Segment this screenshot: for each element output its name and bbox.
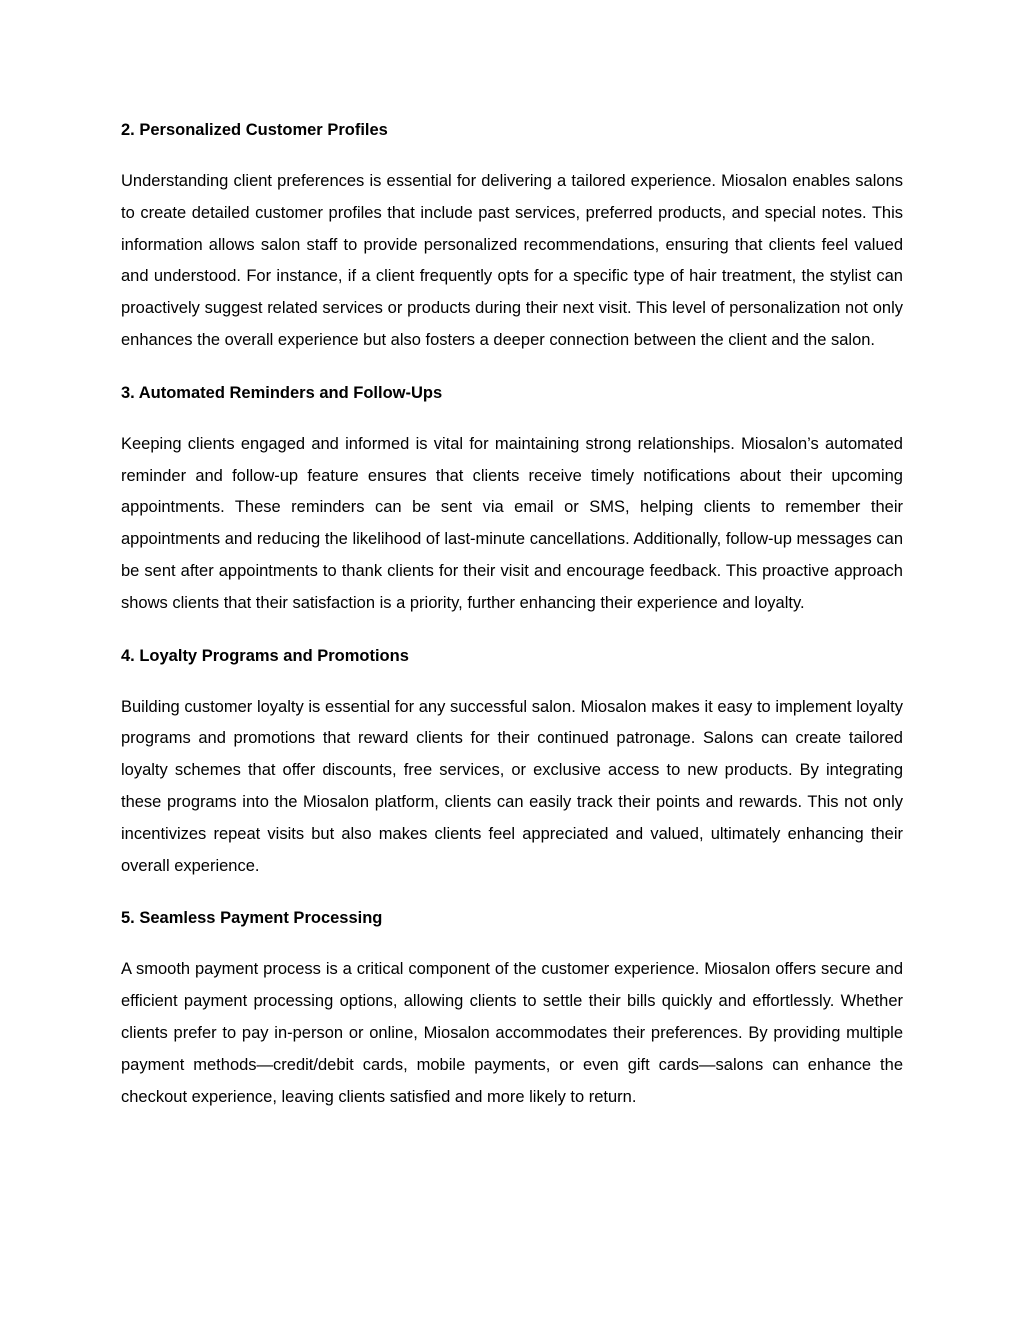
section-heading: 5. Seamless Payment Processing — [121, 909, 383, 928]
section-heading: 3. Automated Reminders and Follow-Ups — [121, 383, 443, 402]
section-heading: 4. Loyalty Programs and Promotions — [121, 646, 409, 665]
section-paragraph: A smooth payment process is a critical component of the customer experience. Miosalon offers secure and efficient payment processing options, allowing clients to settle their bills quickly and effortlessly. Whether clients prefer to pay in-person or online, Miosalon accommodates their preferences. By providing multiple payment methods—credit/debit cards, mobile payments, or even gift cards—salons can enhance the checkout experience, leaving clients satisfied and more likely to return. — [121, 960, 903, 1106]
section-paragraph: Building customer loyalty is essential for any successful salon. Miosalon makes it easy to implement loyalty programs and promotions that reward clients for their continued patronage. Salons can create tailored loyalty schemes that offer discounts, free services, or exclusive access to new products. By integrating these programs into the Miosalon platform, clients can easily track their points and rewards. This not only incentivizes repeat visits but also makes clients feel appreciated and valued, ultimately enhancing their overall experience. — [121, 697, 903, 875]
section-paragraph: Keeping clients engaged and informed is vital for maintaining strong relationships. Miosalon’s automated reminder and follow-up feature ensures that clients receive timely notifications about their upcoming appointments. These reminders can be sent via email or SMS, helping clients to remember their appointments and reducing the likelihood of last-minute cancellations. Additionally, follow-up messages can be sent after appointments to thank clients for their visit and encourage feedback. This proactive approach shows clients that their satisfaction is a priority, further enhancing their experience and loyalty. — [121, 434, 903, 612]
section-heading: 2. Personalized Customer Profiles — [121, 121, 388, 139]
section-automated-reminders — [121, 377, 903, 620]
section-paragraph: Understanding client preferences is essential for delivering a tailored experience. Miosalon enables salons to create detailed customer profiles that include past services, preferred products, and special notes. This information allows salon staff to provide personalized recommendations, ensuring that clients feel valued and understood. For instance, if a client frequently opts for a specific type of hair treatment, the stylist can proactively suggest related services or products during their next visit. This level of personalization not only enhances the overall experience but also fosters a deeper connection between the client and the salon. — [121, 172, 903, 349]
section-payment-processing — [121, 902, 903, 1113]
document-page — [121, 114, 903, 1133]
section-loyalty-programs — [121, 640, 903, 883]
section-personalized-profiles — [121, 114, 903, 357]
